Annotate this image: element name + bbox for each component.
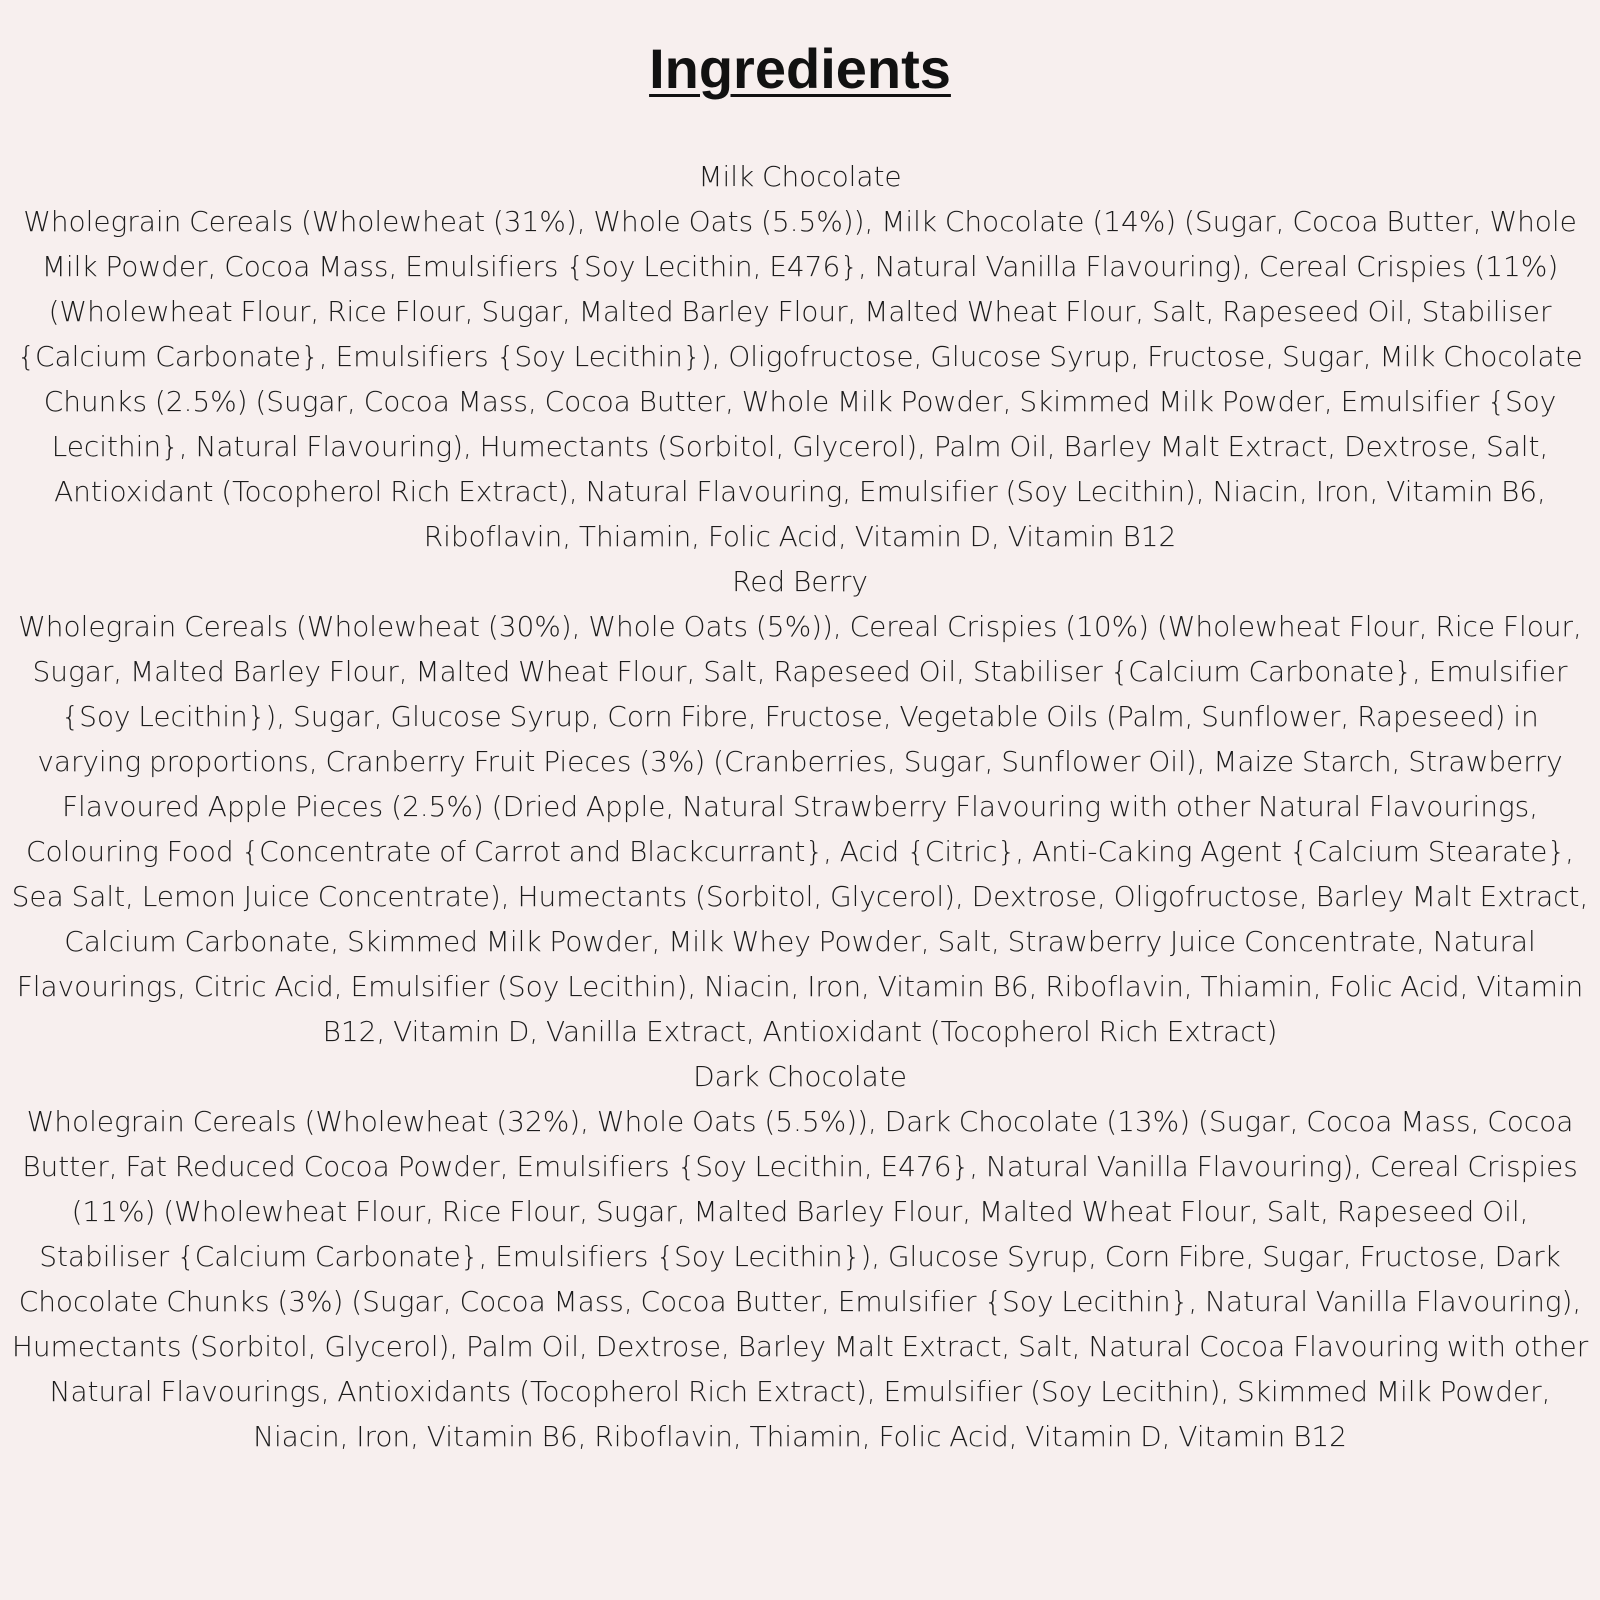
section-name-milk-chocolate: Milk Chocolate [698,160,902,193]
section-ingredients-dark-chocolate: Wholegrain Cereals (Wholewheat (32%), Whole Oats (5.5%)), Dark Chocolate (13%) (Sugar, Cocoa Mass, Cocoa Butter, Fat Reduced Cocoa Powder, Emulsifiers {Soy Lecithin, E476}, Natural Vanilla Flavouring), Cereal Crispies (11%) (Wholewheat Flour, Rice Flour, Sugar, Malted Barley Flour, Malted Wheat Flour, Salt, Rapeseed Oil, Stabiliser {Calcium Carbonate}, Emulsifiers {Soy Lecithin}), Glucose Syrup, Corn Fibre, Sugar, Fructose, Dark Chocolate Chunks (3%) (Sugar, Cocoa Mass, Cocoa Butter, Emulsifier {Soy Lecithin}, Natural Vanilla Flavouring), Humectants (Sorbitol, Glycerol), Palm Oil, Dextrose, Barley Malt Extract, Salt, Natural Cocoa Flavouring with other Natural Flavourings, Antioxidants (Tocopherol Rich Extract), Emulsifier (Soy Lecithin), Skimmed Milk Powder, Niacin, Iron, Vitamin B6, Riboflavin, Thiamin, Folic Acid, Vitamin D, Vitamin B12 [11,1105,1589,1453]
dark-chocolate-section [6,1054,1594,1459]
page-title: Ingredients [649,37,951,100]
red-berry-section [6,559,1594,1054]
milk-chocolate-section [6,154,1594,559]
section-name-red-berry: Red Berry [732,565,868,598]
section-name-dark-chocolate: Dark Chocolate [693,1060,907,1093]
section-ingredients-red-berry: Wholegrain Cereals (Wholewheat (30%), Whole Oats (5%)), Cereal Crispies (10%) (Wholewheat Flour, Rice Flour, Sugar, Malted Barley Flour, Malted Wheat Flour, Salt, Rapeseed Oil, Stabiliser {Calcium Carbonate}, Emulsifier {Soy Lecithin}), Sugar, Glucose Syrup, Corn Fibre, Fructose, Vegetable Oils (Palm, Sunflower, Rapeseed) in varying proportions, Cranberry Fruit Pieces (3%) (Cranberries, Sugar, Sunflower Oil), Maize Starch, Strawberry Flavoured Apple Pieces (2.5%) (Dried Apple, Natural Strawberry Flavouring with other Natural Flavourings, Colouring Food {Concentrate of Carrot and Blackcurrant}, Acid {Citric}, Anti-Caking Agent {Calcium Stearate}, Sea Salt, Lemon Juice Concentrate), Humectants (Sorbitol, Glycerol), Dextrose, Oligofructose, Barley Malt Extract, Calcium Carbonate, Skimmed Milk Powder, Milk Whey Powder, Salt, Strawberry Juice Concentrate, Natural Flavourings, Citric Acid, Emulsifier (Soy Lecithin), Niacin, Iron, Vitamin B6, Riboflavin, Thiamin, Folic Acid, Vitamin B12, Vitamin D, Vanilla Extract, Antioxidant (Tocopherol Rich Extract) [11,610,1589,1048]
section-ingredients-milk-chocolate: Wholegrain Cereals (Wholewheat (31%), Whole Oats (5.5%)), Milk Chocolate (14%) (Sugar, Cocoa Butter, Whole Milk Powder, Cocoa Mass, Emulsifiers {Soy Lecithin, E476}, Natural Vanilla Flavouring), Cereal Crispies (11%) (Wholewheat Flour, Rice Flour, Sugar, Malted Barley Flour, Malted Wheat Flour, Salt, Rapeseed Oil, Stabiliser {Calcium Carbonate}, Emulsifiers {Soy Lecithin}), Oligofructose, Glucose Syrup, Fructose, Sugar, Milk Chocolate Chunks (2.5%) (Sugar, Cocoa Mass, Cocoa Butter, Whole Milk Powder, Skimmed Milk Powder, Emulsifier {Soy Lecithin}, Natural Flavouring), Humectants (Sorbitol, Glycerol), Palm Oil, Barley Malt Extract, Dextrose, Salt, Antioxidant (Tocopherol Rich Extract), Natural Flavouring, Emulsifier (Soy Lecithin), Niacin, Iron, Vitamin B6, Riboflavin, Thiamin, Folic Acid, Vitamin D, Vitamin B12 [17,205,1583,553]
